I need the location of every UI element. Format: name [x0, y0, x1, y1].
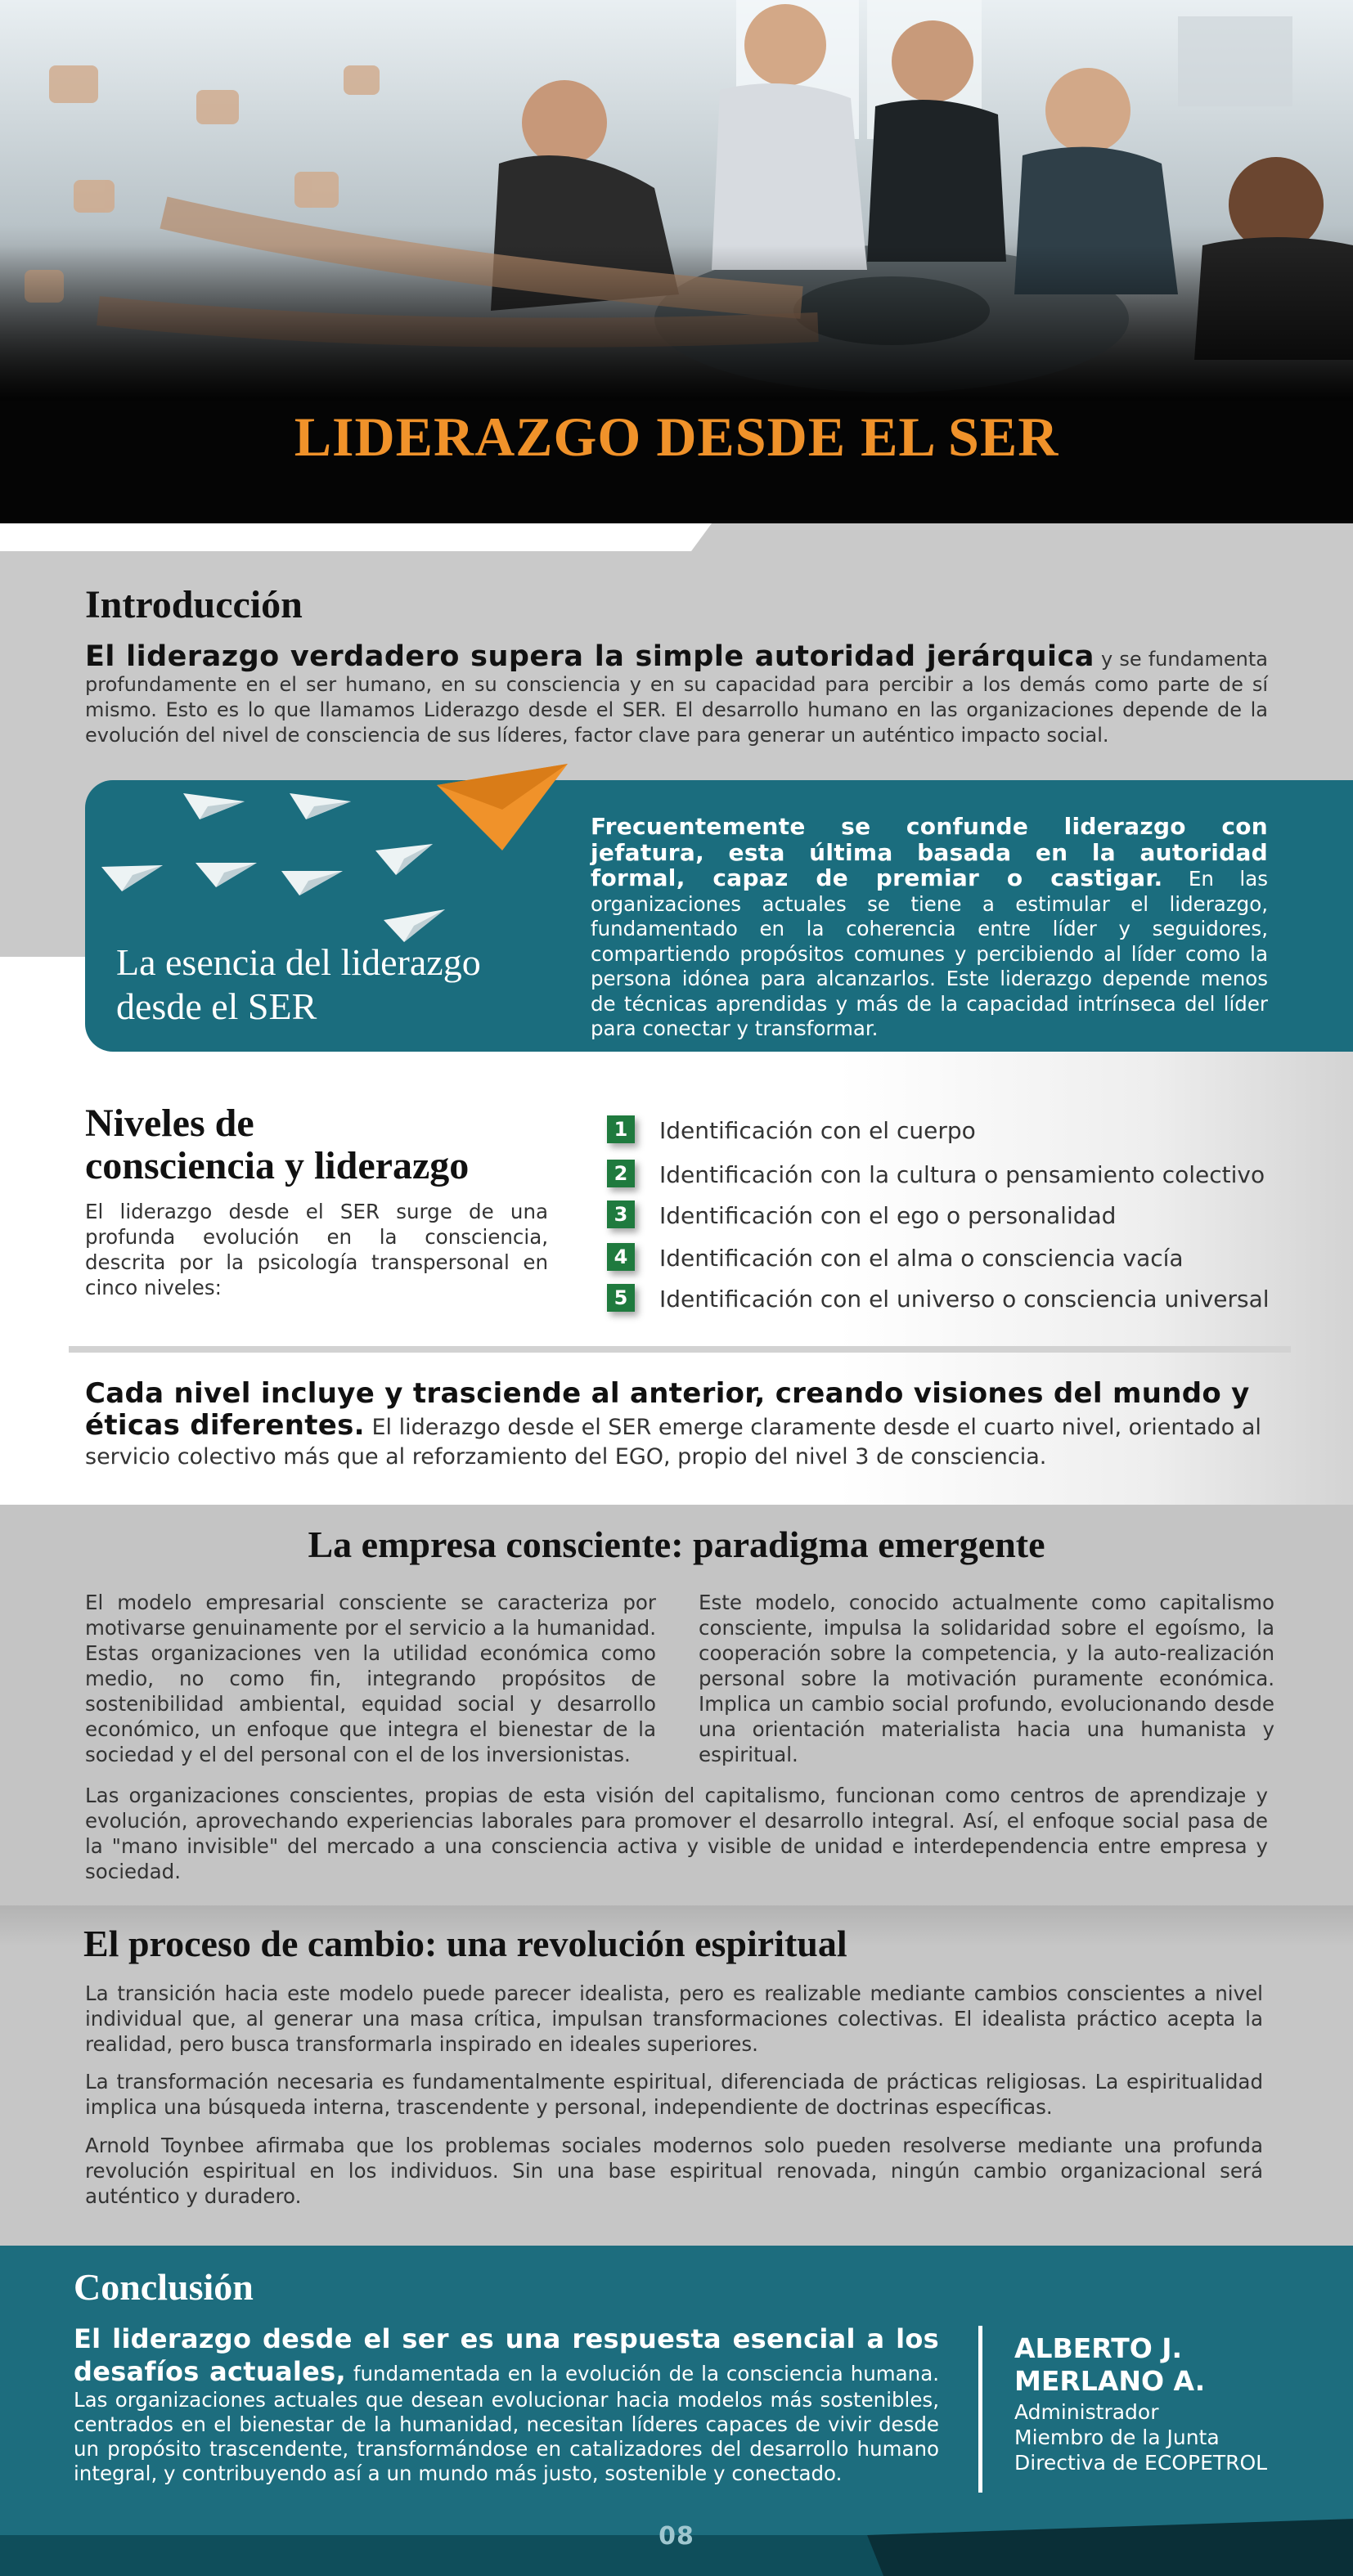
page-title: LIDERAZGO DESDE EL SER	[294, 406, 1059, 468]
level-item	[607, 1200, 1327, 1233]
levels-heading-line1: Niveles de	[85, 1102, 254, 1145]
level-item	[607, 1243, 1327, 1276]
decorative-slant	[0, 523, 1353, 556]
process-heading: El proceso de cambio: una revolución espiritual	[83, 1923, 847, 1964]
process-paragraph: Arnold Toynbee afirmaba que los problemas sociales modernos solo pueden resolverse mediante una profunda revolución espiritual en los individuos. Sin una base espiritual renovada, ningún cambio organizacional será auténtico y duradero.	[85, 2134, 1263, 2208]
levels-summary-paragraph	[85, 1379, 1279, 1472]
level-item	[607, 1160, 1327, 1192]
process-paragraph: La transición hacia este modelo puede parecer idealista, pero es realizable mediante cambios conscientes a nivel individual que, al generar una masa crítica, impulsan transformaciones colectivas. El idealista práctico acepta la realidad, pero busca transformarla inspirado en ideales superiores.	[85, 1981, 1263, 2056]
level-label: Identificación con el universo o consciencia universal	[659, 1286, 1270, 1313]
conclusion-body: fundamentada en la evolución de la consciencia humana. Las organizaciones actuales que desean evolucionar hacia modelos más sostenibles, centrados en el bienestar de la humanidad, necesitan líderes capaces de vivir desde un propósito trascendente, transformándose en catalizadores del desarrollo humano integral, y contribuyendo así a un mundo más justo, sostenible y conectado.	[74, 2362, 939, 2485]
levels-summary-body: El liderazgo desde el SER emerge claramente desde el cuarto nivel, orientado al servicio colectivo más que al reforzamiento del EGO, propio del nivel 3 de consciencia.	[85, 1415, 1261, 1470]
levels-heading-line2: consciencia y liderazgo	[85, 1144, 470, 1187]
intro-lead: El liderazgo verdadero supera la simple autoridad jerárquica	[85, 640, 1095, 673]
author-name-line2: MERLANO A.	[1014, 2365, 1206, 2397]
hero-banner	[0, 0, 1353, 523]
level-item	[607, 1115, 1327, 1148]
level-number-badge: 4	[607, 1243, 635, 1271]
levels-summary-lead: Cada nivel incluye y trasciende al anterior, creando visiones del mundo y éticas diferentes.	[85, 1377, 1250, 1442]
level-item	[607, 1284, 1327, 1317]
section-divider	[69, 1346, 1291, 1353]
company-column-right: Este modelo, conocido actualmente como capitalismo consciente, impulsa la solidaridad sobre el egoísmo, la cooperación sobre la competencia, y la auto-realización personal sobre la motivación puramente económica. Implica un cambio social profundo, evolucionando desde una orientación materialista hacia una humanista y espiritual.	[699, 1591, 1274, 1766]
level-number-badge: 5	[607, 1284, 635, 1312]
author-divider	[978, 2326, 982, 2493]
author-role-line3: Directiva de ECOPETROL	[1014, 2451, 1268, 2475]
levels-intro-paragraph: El liderazgo desde el SER surge de una profunda evolución en la consciencia, descrita por la psicología transpersonal en cinco niveles:	[85, 1200, 548, 1299]
company-heading: La empresa consciente: paradigma emergente	[308, 1524, 1045, 1565]
levels-heading	[85, 1102, 576, 1187]
conclusion-lead: El liderazgo desde el ser es una respuesta esencial a los desafíos actuales,	[74, 2323, 939, 2387]
author-name-line1: ALBERTO J.	[1014, 2332, 1183, 2364]
level-number-badge: 3	[607, 1200, 635, 1228]
level-number-badge: 2	[607, 1160, 635, 1187]
level-label: Identificación con el ego o personalidad	[659, 1202, 1117, 1229]
conclusion-paragraph	[74, 2322, 939, 2486]
conclusion-heading: Conclusión	[74, 2266, 254, 2308]
intro-paragraph	[85, 640, 1268, 748]
author-role	[1014, 2399, 1333, 2475]
process-paragraph: La transformación necesaria es fundamentalmente espiritual, diferenciada de prácticas religiosas. La espiritualidad implica una búsqueda interna, trascendente y personal, independiente de doctrinas específicas.	[85, 2070, 1263, 2119]
team-puzzle-photo	[0, 0, 1353, 409]
company-column-left: El modelo empresarial consciente se caracteriza por motivarse genuinamente por el servicio a la humanidad. Estas organizaciones ven la utilidad económica como medio, no como fin, integrando propósitos de sostenibilidad ambiental, equidad social y desarrollo económico, un enfoque que integra el bienestar de la sociedad y el del personal con el de los inversionistas.	[85, 1591, 656, 1766]
essence-body: En las organizaciones actuales se tiene a estimular el liderazgo, fundamentado en la coherencia entre líder y seguidores, compartiendo propósitos comunes y percibiendo al líder como la persona idónea para alcanzarlos. Este liderazgo depende menos de técnicas aprendidas y más de la capacidad intrínseca del líder para conectar y transformar.	[591, 867, 1268, 1040]
author-role-line1: Administrador	[1014, 2400, 1159, 2424]
author-role-line2: Miembro de la Junta	[1014, 2426, 1220, 2449]
level-label: Identificación con la cultura o pensamiento colectivo	[659, 1161, 1265, 1188]
intro-heading: Introducción	[85, 583, 303, 626]
intro-body: y se fundamenta profundamente en el ser humano, en su consciencia y en su capacidad para percibir a los demás como parte de sí mismo. Esto es lo que llamamos Liderazgo desde el SER. El desarrollo humano en las organizaciones depende de la evolución del nivel de consciencia de sus líderes, factor clave para generar un auténtico impacto social.	[85, 648, 1268, 747]
author-name	[1014, 2332, 1325, 2398]
level-label: Identificación con el alma o consciencia vacía	[659, 1245, 1184, 1272]
page-number: 08	[659, 2522, 694, 2551]
essence-title: La esencia del liderazgo desde el SER	[116, 941, 481, 1027]
level-label: Identificación con el cuerpo	[659, 1117, 976, 1144]
essence-paragraph	[591, 815, 1268, 1042]
essence-lead: Frecuentemente se confunde liderazgo con jefatura, esta última basada en la autoridad formal, capaz de premiar o castigar.	[591, 813, 1268, 891]
level-number-badge: 1	[607, 1115, 635, 1143]
company-closing-paragraph: Las organizaciones conscientes, propias de esta visión del capitalismo, funcionan como centros de aprendizaje y evolución, aprovechando experiencias laborales para promover el desarrollo integral. Así, el enfoque social pasa de la "mano invisible" del mercado a una consciencia activa y visible de unidad e interdependencia entre empresa y sociedad.	[85, 1784, 1268, 1883]
